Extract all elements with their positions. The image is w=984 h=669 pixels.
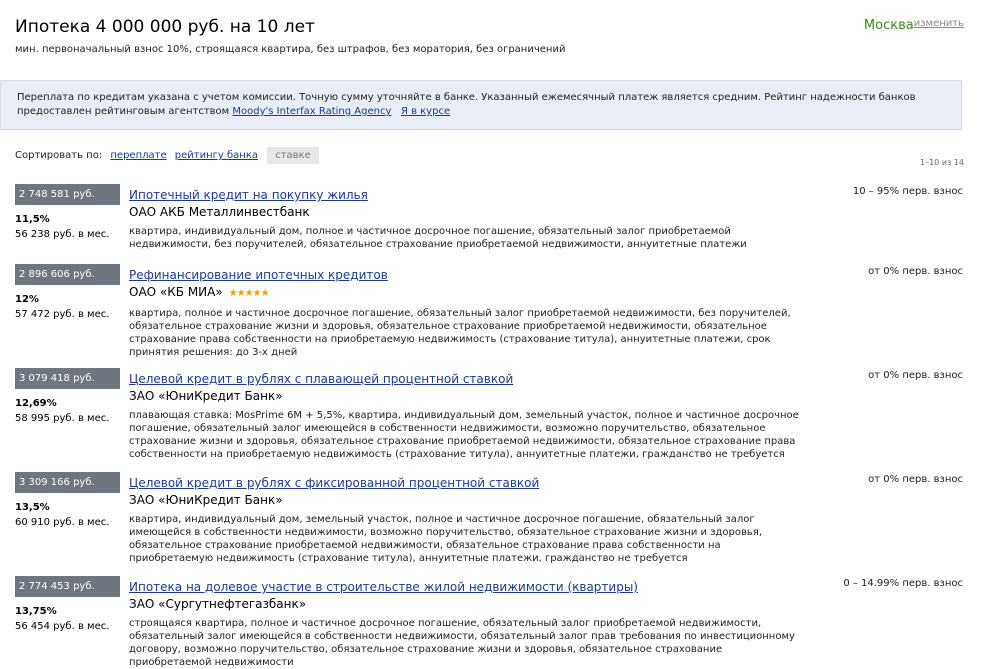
monthly-payment: 56 238 руб. в мес. (15, 229, 110, 240)
bank-name (129, 284, 799, 302)
offer-summary (15, 368, 120, 424)
info-notice (0, 80, 962, 130)
bank-name (129, 596, 799, 612)
offer-description: квартира, индивидуальный дом, полное и частичное досрочное погашение, обязательный залог приобретаемой недвижимости, без поручителей, обязательное страхование приобретаемой недвижимости, аннуитетные платежи (129, 226, 747, 250)
overpayment-badge: 3 079 418 руб. (15, 368, 120, 389)
bank-name-text: ЗАО «Сургутнефтегазбанк» (129, 597, 307, 611)
offer-title-link[interactable]: Ипотека на долевое участие в строительстве жилой недвижимости (квартиры) (129, 580, 638, 594)
offer-details (129, 472, 799, 565)
results-counter: 1–10 из 14 (920, 158, 964, 167)
down-payment: от 0% перв. взнос (868, 370, 963, 381)
offer-summary (15, 472, 120, 528)
page-title: Ипотека 4 000 000 руб. на 10 лет (15, 17, 315, 37)
bank-name-text: ЗАО «ЮниКредит Банк» (129, 389, 283, 403)
monthly-payment: 56 454 руб. в мес. (15, 621, 110, 632)
down-payment: 0 – 14.99% перв. взнос (843, 578, 963, 589)
page-header (15, 16, 964, 55)
sort-by-rating[interactable]: рейтингу банка (174, 150, 259, 161)
offer-details (129, 368, 799, 461)
offer-summary (15, 184, 120, 240)
search-parameters: мин. первоначальный взнос 10%, строящаяся квартира, без штрафов, без моратория, без ограничений (15, 44, 566, 55)
offer-details (129, 576, 799, 669)
bank-name (129, 204, 799, 220)
offer-description: плавающая ставка: MosPrime 6M + 5,5%, квартира, индивидуальный дом, земельный участок, полное и частичное досрочное погашение, обязательный залог имеющейся в собственности недвижимости, возможно поручительство, обязательное страхование жизни и здоровья, обязательное страхование приобретаемой недвижимости, обязательное страхование права собственности на приобретаемую недвижимость (страхование титула), аннуитетные платежи, гражданство не требуется (129, 410, 799, 460)
bank-rating-stars-icon: ★★★★★ (228, 288, 269, 299)
overpayment-badge: 2 774 453 руб. (15, 576, 120, 597)
down-payment: 10 – 95% перв. взнос (852, 186, 963, 197)
offer-details (129, 264, 799, 359)
bank-name-text: ОАО АКБ Металлинвестбанк (129, 205, 310, 219)
notice-text: Переплата по кредитам указана с учетом комиссии. Точную сумму уточняйте в банке. Указанный ежемесячный платеж является средним. Рейтинг надежности банков предоставлен рейтинговым агентством (17, 92, 916, 117)
overpayment-badge: 3 309 166 руб. (15, 472, 120, 493)
offer-title-link[interactable]: Целевой кредит в рублях с плавающей процентной ставкой (129, 372, 514, 386)
monthly-payment: 60 910 руб. в мес. (15, 517, 110, 528)
offer-title-link[interactable]: Рефинансирование ипотечных кредитов (129, 268, 388, 282)
bank-name (129, 388, 799, 404)
offer-summary (15, 576, 120, 632)
offer-details (129, 184, 799, 251)
city-name: Москва (863, 18, 914, 33)
interest-rate: 12% (15, 294, 39, 305)
offer-title-link[interactable]: Целевой кредит в рублях с фиксированной процентной ставкой (129, 476, 540, 490)
change-city-link[interactable]: изменить (913, 18, 964, 29)
offer-description: квартира, полное и частичное досрочное погашение, обязательный залог приобретаемой недвижимости, без поручителей, обязательное страхование жизни и здоровья, обязательное страхование приобретаемой недвижимости, обязательное страхование права собственности на приобретаемую недвижимость (страхование титула), аннуитетные платежи, срок принятия решения: до 3-х дней (129, 308, 791, 358)
overpayment-badge: 2 748 581 руб. (15, 184, 120, 205)
sort-by-overpay[interactable]: переплате (110, 150, 167, 161)
sort-label: Сортировать по: (15, 150, 103, 161)
bank-name-text: ЗАО «ЮниКредит Банк» (129, 493, 283, 507)
acknowledge-link[interactable]: Я в курсе (400, 106, 451, 117)
overpayment-badge: 2 896 606 руб. (15, 264, 120, 285)
monthly-payment: 58 995 руб. в мес. (15, 413, 110, 424)
interest-rate: 13,75% (15, 606, 57, 617)
offer-title-link[interactable]: Ипотечный кредит на покупку жилья (129, 188, 368, 202)
offer-summary (15, 264, 120, 320)
bank-name (129, 492, 799, 508)
offer-description: строящаяся квартира, полное и частичное досрочное погашение, обязательный залог приобретаемой недвижимости, обязательный залог имеющейся в собственности недвижимости, обязательный залог прав требования по инвестиционному договору, возможно поручительство, обязательное страхование жизни и здоровья, обязательное страхование приобретаемой недвижимости (129, 618, 795, 668)
interest-rate: 12,69% (15, 398, 57, 409)
city-selector (864, 18, 964, 33)
monthly-payment: 57 472 руб. в мес. (15, 309, 110, 320)
down-payment: от 0% перв. взнос (868, 266, 963, 277)
bank-name-text: ОАО «КБ МИА» (129, 285, 223, 299)
sort-by-rate-active[interactable]: ставке (267, 147, 319, 164)
interest-rate: 13,5% (15, 502, 50, 513)
agency-link[interactable]: Moody's Interfax Rating Agency (232, 106, 392, 117)
offer-description: квартира, индивидуальный дом, земельный участок, полное и частичное досрочное погашение, обязательный залог имеющейся в собственности недвижимости, возможно поручительство, обязательное страхование жизни и здоровья, обязательное страхование приобретаемой недвижимости, обязательное страхование права собственности на приобретаемую недвижимость (страхование титула), аннуитетные платежи, гражданство не требуется (129, 514, 762, 564)
sort-bar (15, 150, 964, 170)
interest-rate: 11,5% (15, 214, 50, 225)
down-payment: от 0% перв. взнос (868, 474, 963, 485)
